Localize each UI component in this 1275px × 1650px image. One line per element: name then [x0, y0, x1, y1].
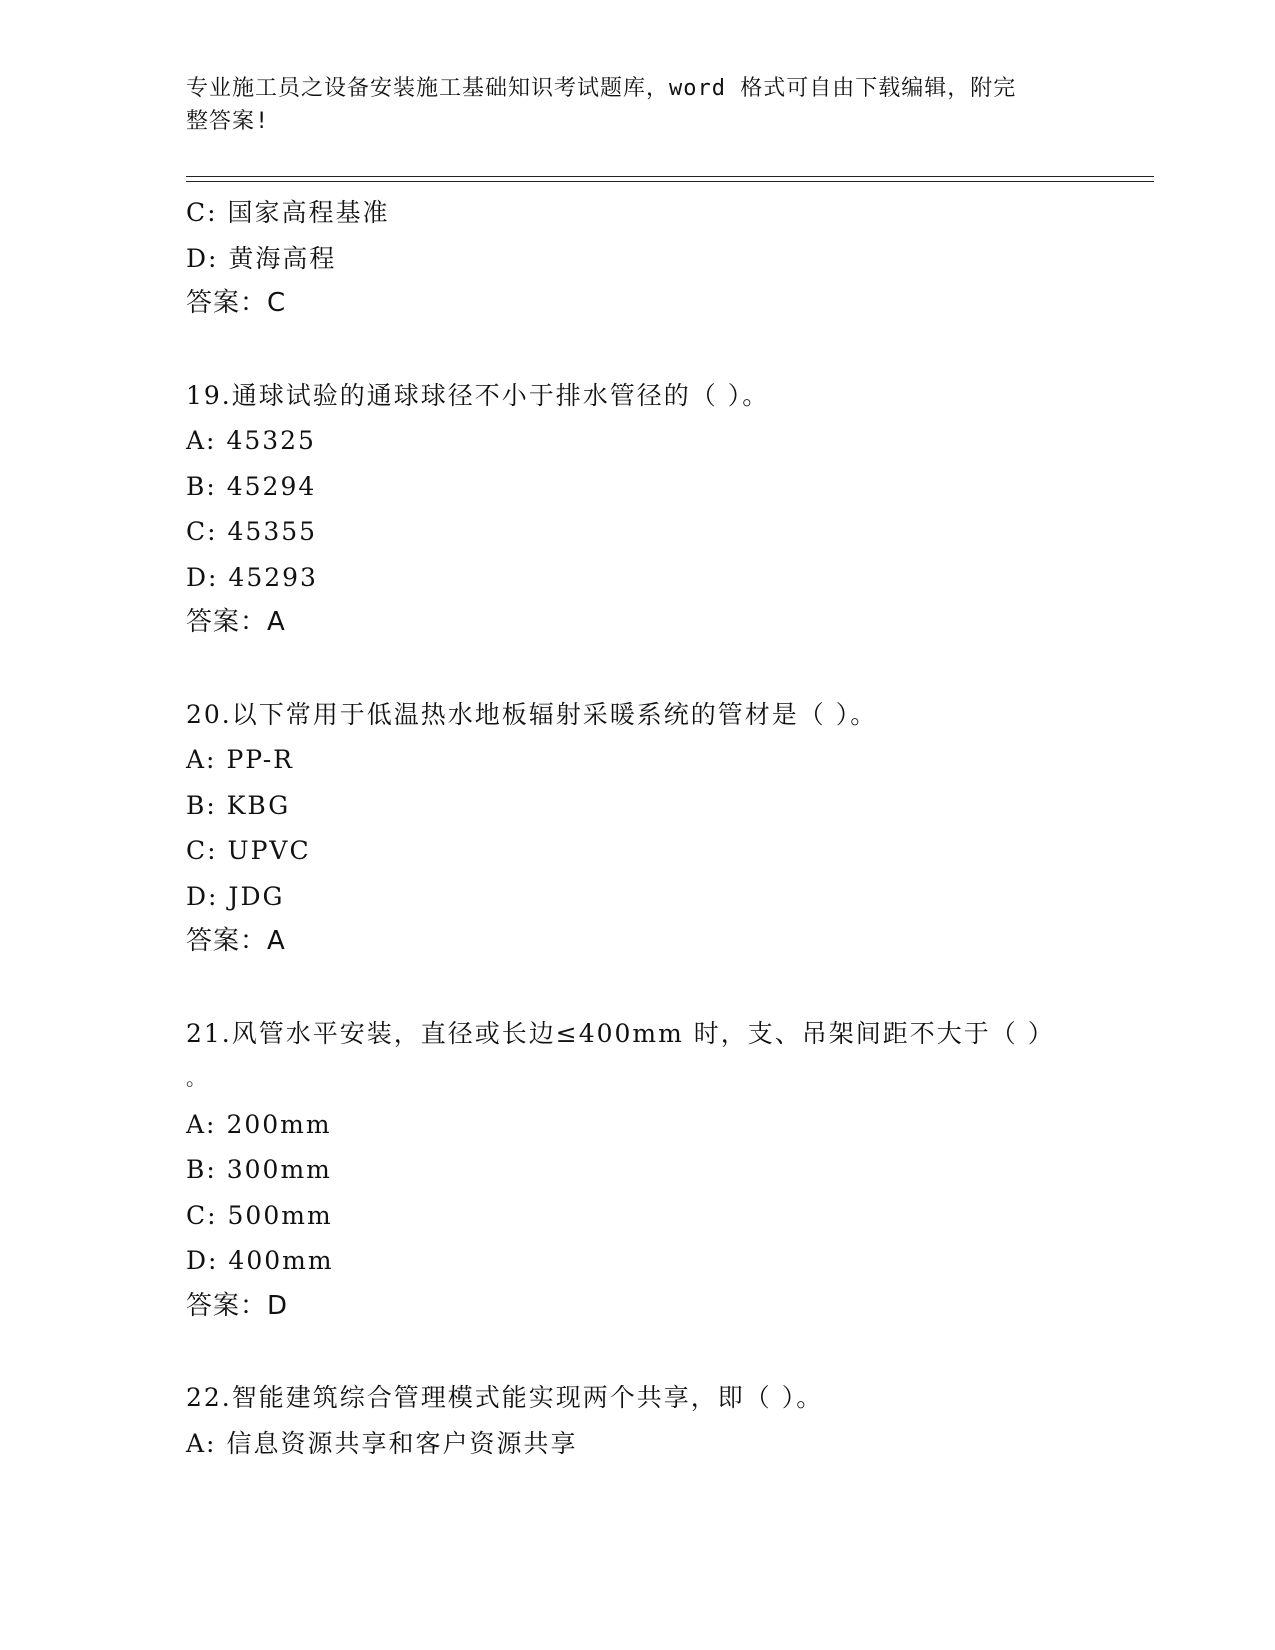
option-c: C: 500mm: [186, 1200, 333, 1230]
question-21: [186, 1011, 1086, 1330]
question-22: [186, 1375, 1086, 1466]
answer-line: 答案：D: [186, 1290, 289, 1321]
question-text: 19.通球试验的通球球径不小于排水管径的（ ）。: [186, 380, 770, 410]
answer-line: 答案：A: [186, 926, 286, 956]
question-20: [186, 692, 1086, 965]
question-text: 20.以下常用于低温热水地板辐射采暖系统的管材是（ ）。: [186, 699, 878, 729]
question-19: [186, 373, 1086, 646]
question-text: 22.智能建筑综合管理模式能实现两个共享，即（ ）。: [186, 1383, 824, 1412]
option-d: D: 400mm: [186, 1246, 334, 1275]
header-divider-bottom: [186, 181, 1154, 182]
question-list: [186, 190, 1086, 1466]
option-d: D: 45293: [186, 562, 318, 592]
option-b: B: KBG: [186, 790, 291, 820]
option-d: D: JDG: [186, 881, 285, 911]
option-a: A: 200mm: [186, 1109, 332, 1139]
header-line-2: 整答案!: [186, 109, 270, 134]
option-b: B: 300mm: [186, 1155, 332, 1184]
header-divider-top: [186, 176, 1154, 177]
header-line-1: 专业施工员之设备安装施工基础知识考试题库，word 格式可自由下载编辑，附完: [186, 76, 1017, 101]
option-a: A: 45325: [186, 426, 316, 455]
prev-question-tail: [186, 190, 1086, 327]
option-c: C: 国家高程基准: [186, 198, 390, 227]
option-a: A: 信息资源共享和客户资源共享: [186, 1428, 578, 1458]
answer-line: 答案：C: [186, 288, 287, 318]
question-text: 21.风管水平安装，直径或长边≤400mm 时，支、吊架间距不大于（ ）: [186, 1018, 1055, 1048]
document-header: [186, 72, 1066, 138]
answer-line: 答案：A: [186, 607, 286, 637]
option-b: B: 45294: [186, 471, 317, 501]
question-text-continuation: 。: [186, 1066, 206, 1090]
option-a: A: PP-R: [186, 745, 294, 774]
option-d: D: 黄海高程: [186, 243, 337, 273]
option-c: C: UPVC: [186, 836, 311, 865]
option-c: C: 45355: [186, 517, 318, 546]
